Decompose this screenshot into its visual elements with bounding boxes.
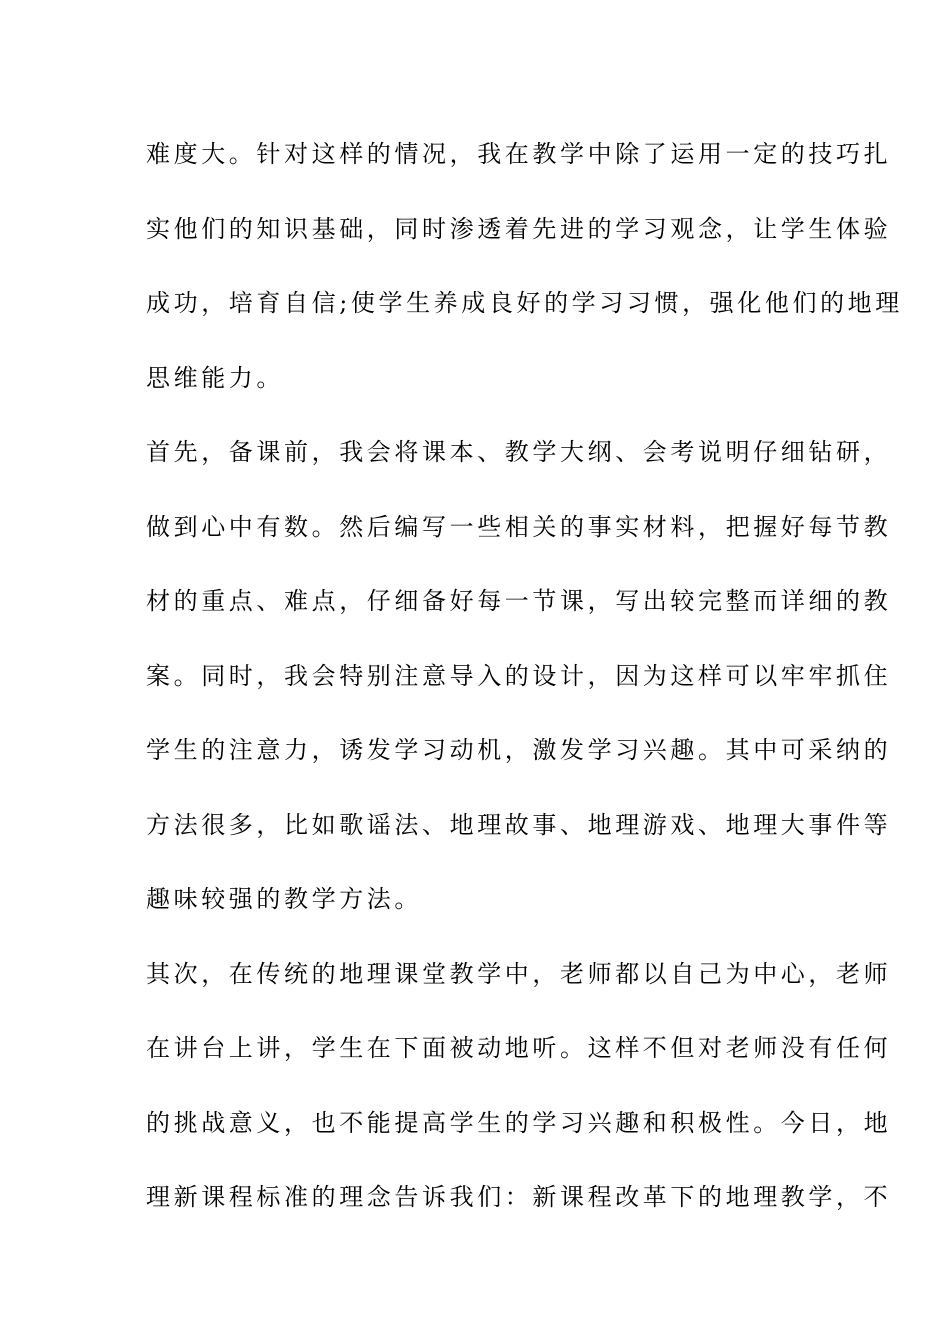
text-line: 成功，培育自信;使学生养成良好的学习习惯，强化他们的地理 [146, 289, 903, 317]
text-line: 实他们的知识基础，同时渗透着先进的学习观念，让学生体验 [146, 214, 892, 243]
text-line: 案。同时，我会特别注意导入的设计，因为这样可以牢牢抓住 [146, 661, 892, 690]
text-line: 学生的注意力，诱发学习动机，激发学习兴趣。其中可采纳的 [146, 736, 892, 764]
text-line: 在讲台上讲，学生在下面被动地听。这样不但对老师没有任何 [146, 1034, 892, 1062]
text-line: 其次，在传统的地理课堂教学中，老师都以自己为中心，老师 [146, 959, 892, 988]
text-line: 难度大。针对这样的情况，我在教学中除了运用一定的技巧扎 [146, 140, 892, 168]
text-line: 首先，备课前，我会将课本、教学大纲、会考说明仔细钻研， [146, 438, 892, 466]
text-line: 材的重点、难点，仔细备好每一节课，写出较完整而详细的教 [146, 587, 892, 615]
text-line: 做到心中有数。然后编写一些相关的事实材料，把握好每节教 [146, 512, 892, 541]
text-line: 的挑战意义，也不能提高学生的学习兴趣和积极性。今日，地 [146, 1108, 892, 1137]
text-line: 理新课程标准的理念告诉我们：新课程改革下的地理教学，不 [146, 1183, 892, 1211]
text-line: 方法很多，比如歌谣法、地理故事、地理游戏、地理大事件等 [146, 810, 892, 839]
body-text [146, 130, 903, 1248]
text-line: 趣味较强的教学方法。 [146, 885, 422, 913]
text-line: 思维能力。 [146, 363, 284, 392]
